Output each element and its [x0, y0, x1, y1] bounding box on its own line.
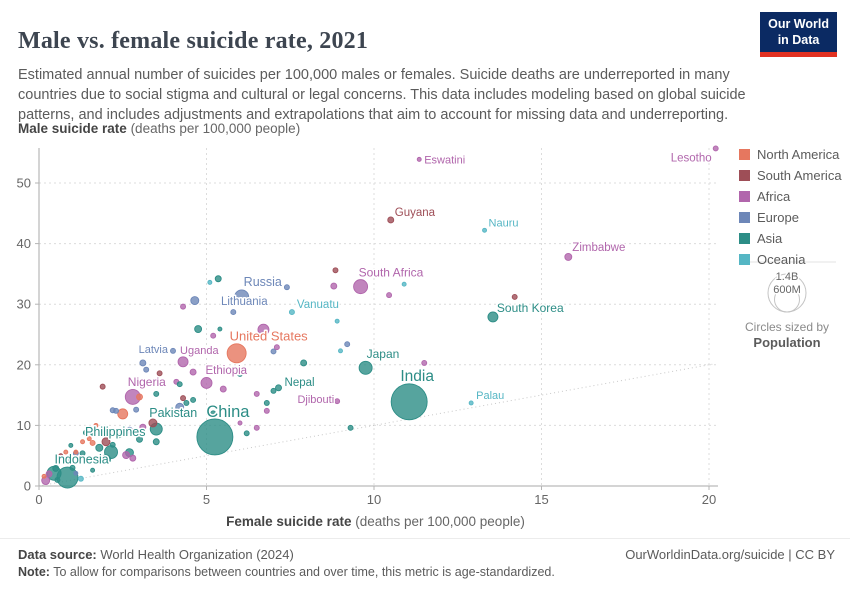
- point-label-latvia: Latvia: [138, 343, 168, 356]
- data-point[interactable]: [42, 474, 46, 478]
- point-label-china: China: [206, 402, 250, 421]
- data-point[interactable]: [402, 282, 406, 286]
- data-point[interactable]: [140, 360, 146, 366]
- legend-swatch: [739, 254, 750, 265]
- point-label-lesotho: Lesotho: [670, 152, 712, 165]
- legend-swatch: [739, 212, 750, 223]
- data-point[interactable]: [134, 407, 139, 412]
- data-point[interactable]: [149, 419, 157, 427]
- data-point[interactable]: [254, 391, 259, 396]
- x-tick-label-10: 10: [366, 492, 382, 507]
- data-point-united-states[interactable]: [227, 344, 246, 363]
- y-tick-label-50: 50: [16, 175, 31, 191]
- y-axis-title-bold: Male suicide rate: [18, 121, 127, 136]
- data-point[interactable]: [81, 440, 85, 444]
- legend-item-oceania[interactable]: [739, 252, 842, 267]
- point-label-south-africa: South Africa: [358, 265, 424, 280]
- data-point[interactable]: [339, 349, 343, 353]
- data-point[interactable]: [123, 452, 130, 459]
- data-point-japan[interactable]: [359, 361, 372, 374]
- data-point-india[interactable]: [391, 384, 427, 420]
- data-point[interactable]: [215, 276, 221, 282]
- data-point[interactable]: [274, 345, 279, 350]
- point-label-russia: Russia: [243, 274, 282, 289]
- size-legend-big-label: 1.4B: [775, 271, 799, 283]
- data-point[interactable]: [110, 442, 115, 447]
- point-label-nigeria: Nigeria: [127, 374, 166, 389]
- data-point[interactable]: [153, 439, 159, 445]
- point-label-united-states: United States: [229, 328, 308, 344]
- x-axis-title-units: (deaths per 100,000 people): [351, 514, 525, 529]
- data-source: [18, 547, 294, 562]
- data-point[interactable]: [331, 283, 337, 289]
- point-label-vanuatu: Vanuatu: [296, 299, 339, 312]
- point-label-nauru: Nauru: [488, 217, 519, 230]
- x-tick-label-0: 0: [35, 492, 43, 507]
- data-point[interactable]: [46, 471, 52, 477]
- point-label-eswatini: Eswatini: [424, 154, 466, 167]
- x-tick-label-15: 15: [534, 492, 549, 507]
- data-point[interactable]: [387, 293, 392, 298]
- data-point-djibouti[interactable]: [335, 399, 340, 404]
- legend-label: South America: [757, 168, 842, 183]
- data-point[interactable]: [271, 388, 276, 393]
- y-tick-label-30: 30: [16, 296, 31, 312]
- data-point[interactable]: [211, 333, 216, 338]
- x-tick-label-20: 20: [701, 492, 717, 507]
- legend-swatch: [739, 170, 750, 181]
- owid-link[interactable]: OurWorldinData.org/suicide | CC BY: [625, 547, 835, 562]
- y-axis-title-units: (deaths per 100,000 people): [126, 121, 301, 136]
- size-legend-caption-bold: Population: [753, 335, 821, 350]
- footnote-label: Note:: [18, 565, 50, 579]
- x-axis-title: [39, 514, 712, 529]
- data-point[interactable]: [190, 369, 196, 375]
- data-point-nauru[interactable]: [483, 228, 487, 232]
- point-label-zimbabwe: Zimbabwe: [572, 241, 626, 254]
- chart-subtitle: Estimated annual number of suicides per 100,000 males or females. Suicide deaths are underreported in many countries due to social stigma and cultural or legal concerns. This data includes modeling based on global suicide patterns, and includes adjustments and extrapolations that aim to account for missing data and underreporting.: [18, 66, 746, 123]
- point-label-indonesia: Indonesia: [54, 452, 109, 467]
- y-tick-label-10: 10: [16, 417, 31, 433]
- continent-legend: [739, 147, 842, 273]
- data-point[interactable]: [218, 327, 222, 331]
- legend-item-south-america[interactable]: [739, 168, 842, 183]
- data-point[interactable]: [110, 408, 115, 413]
- data-point[interactable]: [118, 409, 128, 419]
- data-point[interactable]: [333, 268, 338, 273]
- legend-item-asia[interactable]: [739, 231, 842, 246]
- legend-label: Oceania: [757, 252, 806, 267]
- point-label-india: India: [400, 367, 434, 385]
- data-point[interactable]: [55, 477, 60, 482]
- data-point-guyana[interactable]: [388, 217, 394, 223]
- point-label-guyana: Guyana: [394, 206, 436, 219]
- footnote: [18, 565, 555, 579]
- data-point[interactable]: [184, 400, 189, 405]
- data-point[interactable]: [177, 382, 182, 387]
- data-point[interactable]: [78, 476, 83, 481]
- point-label-djibouti: Djibouti: [297, 394, 335, 407]
- data-point[interactable]: [254, 425, 259, 430]
- legend-label: Europe: [757, 210, 799, 225]
- legend-item-africa[interactable]: [739, 189, 842, 204]
- point-label-nepal: Nepal: [284, 376, 315, 389]
- point-label-south-korea: South Korea: [496, 300, 564, 315]
- point-label-pakistan: Pakistan: [149, 406, 198, 421]
- data-point[interactable]: [191, 297, 199, 305]
- y-tick-label-40: 40: [16, 236, 31, 252]
- data-point-vanuatu[interactable]: [289, 310, 294, 315]
- legend-item-europe[interactable]: [739, 210, 842, 225]
- legend-swatch: [739, 149, 750, 160]
- data-point[interactable]: [195, 326, 202, 333]
- x-tick-label-5: 5: [202, 492, 211, 507]
- data-point[interactable]: [220, 386, 226, 392]
- legend-item-north-america[interactable]: [739, 147, 842, 162]
- legend-label: North America: [757, 147, 840, 162]
- data-point-uganda[interactable]: [178, 357, 188, 367]
- data-point[interactable]: [348, 425, 353, 430]
- data-point[interactable]: [271, 349, 276, 354]
- point-label-philippines: Philippines: [85, 425, 146, 440]
- data-point[interactable]: [144, 367, 149, 372]
- data-point[interactable]: [154, 391, 159, 396]
- legend-label: Asia: [757, 231, 783, 246]
- data-point[interactable]: [208, 280, 212, 284]
- data-point[interactable]: [345, 342, 350, 347]
- point-label-palau: Palau: [476, 389, 505, 402]
- data-point-china[interactable]: [197, 419, 233, 455]
- data-point-south-africa[interactable]: [354, 280, 368, 294]
- data-point[interactable]: [335, 319, 339, 323]
- data-point[interactable]: [264, 408, 269, 413]
- owid-logo-line1: Our World: [768, 17, 829, 31]
- data-point[interactable]: [69, 443, 73, 447]
- data-point[interactable]: [181, 304, 186, 309]
- data-point-nepal[interactable]: [276, 385, 282, 391]
- data-point[interactable]: [96, 444, 103, 451]
- footnote-text: To allow for comparisons between countries and over time, this metric is age-standardized.: [49, 565, 555, 579]
- data-point[interactable]: [74, 471, 78, 475]
- size-legend-caption: Circles sized by: [744, 320, 830, 334]
- data-point[interactable]: [422, 360, 427, 365]
- size-legend-small-label: 600M: [773, 284, 801, 296]
- y-tick-label-0: 0: [23, 478, 31, 494]
- data-point[interactable]: [264, 400, 269, 405]
- data-point[interactable]: [512, 294, 517, 299]
- data-point-lesotho[interactable]: [713, 146, 718, 151]
- data-point[interactable]: [244, 431, 249, 436]
- data-point-lithuania[interactable]: [231, 310, 236, 315]
- data-point[interactable]: [301, 360, 307, 366]
- data-point-zimbabwe[interactable]: [565, 253, 572, 260]
- point-label-uganda: Uganda: [180, 344, 219, 357]
- point-label-ethiopia: Ethiopia: [205, 364, 248, 377]
- data-point-ethiopia[interactable]: [201, 377, 212, 388]
- legend-swatch: [739, 233, 750, 244]
- chart-footer: [0, 538, 850, 579]
- data-point[interactable]: [100, 384, 105, 389]
- data-point[interactable]: [137, 394, 143, 400]
- data-point[interactable]: [90, 440, 95, 445]
- data-point[interactable]: [181, 396, 186, 401]
- owid-logo-line2: in Data: [777, 32, 820, 47]
- data-point[interactable]: [238, 421, 242, 425]
- y-tick-label-20: 20: [16, 357, 31, 373]
- legend-label: Africa: [757, 189, 791, 204]
- data-point[interactable]: [191, 397, 196, 402]
- point-label-japan: Japan: [366, 346, 400, 361]
- point-label-lithuania: Lithuania: [220, 296, 268, 309]
- page-title: Male vs. female suicide rate, 2021: [18, 28, 369, 55]
- data-point[interactable]: [91, 468, 95, 472]
- data-point-palau[interactable]: [469, 401, 473, 405]
- data-point-eswatini[interactable]: [417, 157, 421, 161]
- data-source-value: World Health Organization (2024): [96, 547, 294, 562]
- data-point[interactable]: [130, 455, 136, 461]
- legend-swatch: [739, 191, 750, 202]
- data-point-latvia[interactable]: [171, 348, 176, 353]
- data-source-label: Data source:: [18, 547, 97, 562]
- x-axis-title-bold: Female suicide rate: [226, 514, 352, 529]
- data-point[interactable]: [284, 285, 289, 290]
